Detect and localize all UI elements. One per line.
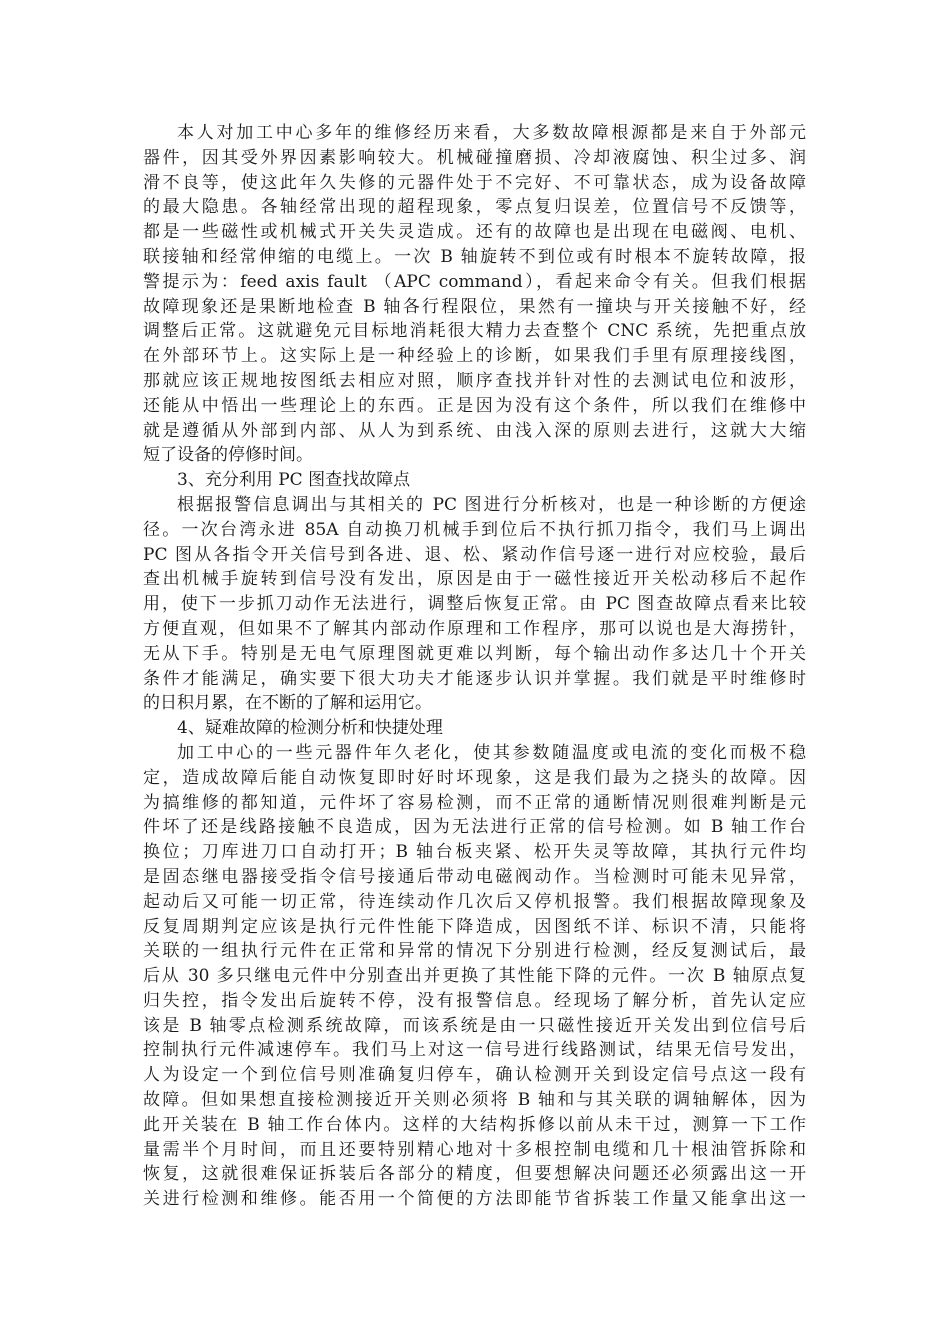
text-line: 用，使下一步抓刀动作无法进行，调整后恢复正常。由 PC 图查故障点看来比较: [143, 594, 806, 615]
text-line: 起动后又可能一切正常，待连续动作几次后又停机报警。我们根据故障现象及: [143, 891, 806, 912]
paragraph-pc-diagram: [143, 493, 806, 716]
text-line: 的日积月累，在不断的了解和运用它。: [143, 693, 432, 714]
text-line: 控制执行元件减速停车。我们马上对这一信号进行线路测试，结果无信号发出，: [143, 1040, 806, 1061]
text-line: 都是一些磁性或机械式开关失灵造成。还有的故障也是出现在电磁阀、电机、: [143, 222, 806, 243]
text-line: 器件，因其受外界因素影响较大。机械碰撞磨损、冷却液腐蚀、积尘过多、润: [143, 147, 806, 168]
text-line: 为搞维修的都知道，元件坏了容易检测，而不正常的通断情况则很难判断是元: [143, 792, 806, 813]
text-line: 此开关装在 B 轴工作台体内。这样的大结构拆修以前从未干过，测算一下工作: [143, 1114, 806, 1135]
text-line: 关进行检测和维修。能否用一个简便的方法即能节省拆装工作量又能拿出这一: [143, 1189, 806, 1210]
section-heading-4: [143, 716, 806, 741]
text-line: 量需半个月时间，而且还要特别精心地对十多根控制电缆和几十根油管拆除和: [143, 1139, 806, 1160]
text-line: 在外部环节上。这实际上是一种经验上的诊断，如果我们手里有原理接线图，: [143, 346, 806, 367]
text-line: 件坏了还是线路接触不良造成，因为无法进行正常的信号检测。如 B 轴工作台: [143, 817, 806, 838]
heading-text: 4、疑难故障的检测分析和快捷处理: [177, 718, 443, 739]
text-line: 联接轴和经常伸缩的电缆上。一次 B 轴旋转不到位或有时根本不旋转故障，报: [143, 246, 806, 267]
document-page: [143, 121, 806, 1212]
text-line: 径。一次台湾永进 85A 自动换刀机械手到位后不执行抓刀指令，我们马上调出: [143, 519, 806, 540]
text-line: 该是 B 轴零点检测系统故障，而该系统是由一只磁性接近开关发出到位信号后: [143, 1015, 806, 1036]
text-line: 换位；刀库进刀口自动打开；B 轴台板夹紧、松开失灵等故障，其执行元件均: [143, 842, 806, 863]
heading-text: 3、充分利用 PC 图查找故障点: [177, 470, 411, 491]
text-line: 方便直观，但如果不了解其内部动作原理和工作程序，那可以说也是大海捞针，: [143, 618, 806, 639]
text-line: 后从 30 多只继电元件中分别查出并更换了其性能下降的元件。一次 B 轴原点复: [143, 966, 806, 987]
text-line: 就是遵循从外部到内部、从人为到系统、由浅入深的原则去进行，这就大大缩: [143, 420, 806, 441]
text-line: 条件才能满足，确实要下很大功夫才能逐步认识并掌握。我们就是平时维修时: [143, 668, 806, 689]
text-line: PC 图从各指令开关信号到各进、退、松、紧动作信号逐一进行对应校验，最后: [143, 544, 806, 565]
text-line: 加工中心的一些元器件年久老化，使其参数随温度或电流的变化而极不稳: [177, 742, 806, 763]
text-line: 根据报警信息调出与其相关的 PC 图进行分析核对，也是一种诊断的方便途: [177, 494, 806, 515]
text-line: 还能从中悟出一些理论上的东西。正是因为没有这个条件，所以我们在维修中: [143, 395, 806, 416]
text-line: 无从下手。特别是无电气原理图就更难以判断，每个输出动作多达几十个开关: [143, 643, 806, 664]
section-heading-3: [143, 468, 806, 493]
text-line: 短了设备的停修时间。: [143, 445, 313, 466]
paragraph-intro: [143, 121, 806, 468]
text-line: 人为设定一个到位信号则准确复归停车，确认检测开关到设定信号点这一段有: [143, 1065, 806, 1086]
text-line: 故障。但如果想直接检测接近开关则必须将 B 轴和与其关联的调轴解体，因为: [143, 1090, 806, 1111]
text-line: 定，造成故障后能自动恢复即时好时坏现象，这是我们最为之挠头的故障。因: [143, 767, 806, 788]
text-line: 查出机械手旋转到信号没有发出，原因是由于一磁性接近开关松动移后不起作: [143, 569, 806, 590]
text-line: 归失控，指令发出后旋转不停，没有报警信息。经现场了解分析，首先认定应: [143, 990, 806, 1011]
text-line: 警提示为：feed axis fault （APC command），看起来命令有关。但我们根据: [143, 271, 806, 292]
text-line: 反复周期判定应该是执行元件性能下降造成，因图纸不详、标识不清，只能将: [143, 916, 806, 937]
text-line: 故障现象还是果断地检查 B 轴各行程限位，果然有一撞块与开关接触不好，经: [143, 296, 806, 317]
text-line: 本人对加工中心多年的维修经历来看，大多数故障根源都是来自于外部元: [177, 123, 806, 143]
text-line: 那就应该正规地按图纸去相应对照，顺序查找并针对性的去测试电位和波形，: [143, 370, 806, 391]
text-line: 的最大隐患。各轴经常出现的超程现象，零点复归误差，位置信号不反馈等，: [143, 197, 806, 218]
text-line: 关联的一组执行元件在正常和异常的情况下分别进行检测，经反复测试后，最: [143, 941, 806, 962]
text-line: 调整后正常。这就避免元目标地消耗很大精力去查整个 CNC 系统，先把重点放: [143, 321, 806, 342]
text-line: 是固态继电器接受指令信号接通后带动电磁阀动作。当检测时可能未见异常，: [143, 866, 806, 887]
text-line: 恢复，这就很难保证拆装后各部分的精度，但要想解决问题还必须露出这一开: [143, 1164, 806, 1185]
text-line: 滑不良等，使这此年久失修的元器件处于不完好、不可靠状态，成为设备故障: [143, 172, 806, 193]
paragraph-difficult-faults: [143, 741, 806, 1212]
